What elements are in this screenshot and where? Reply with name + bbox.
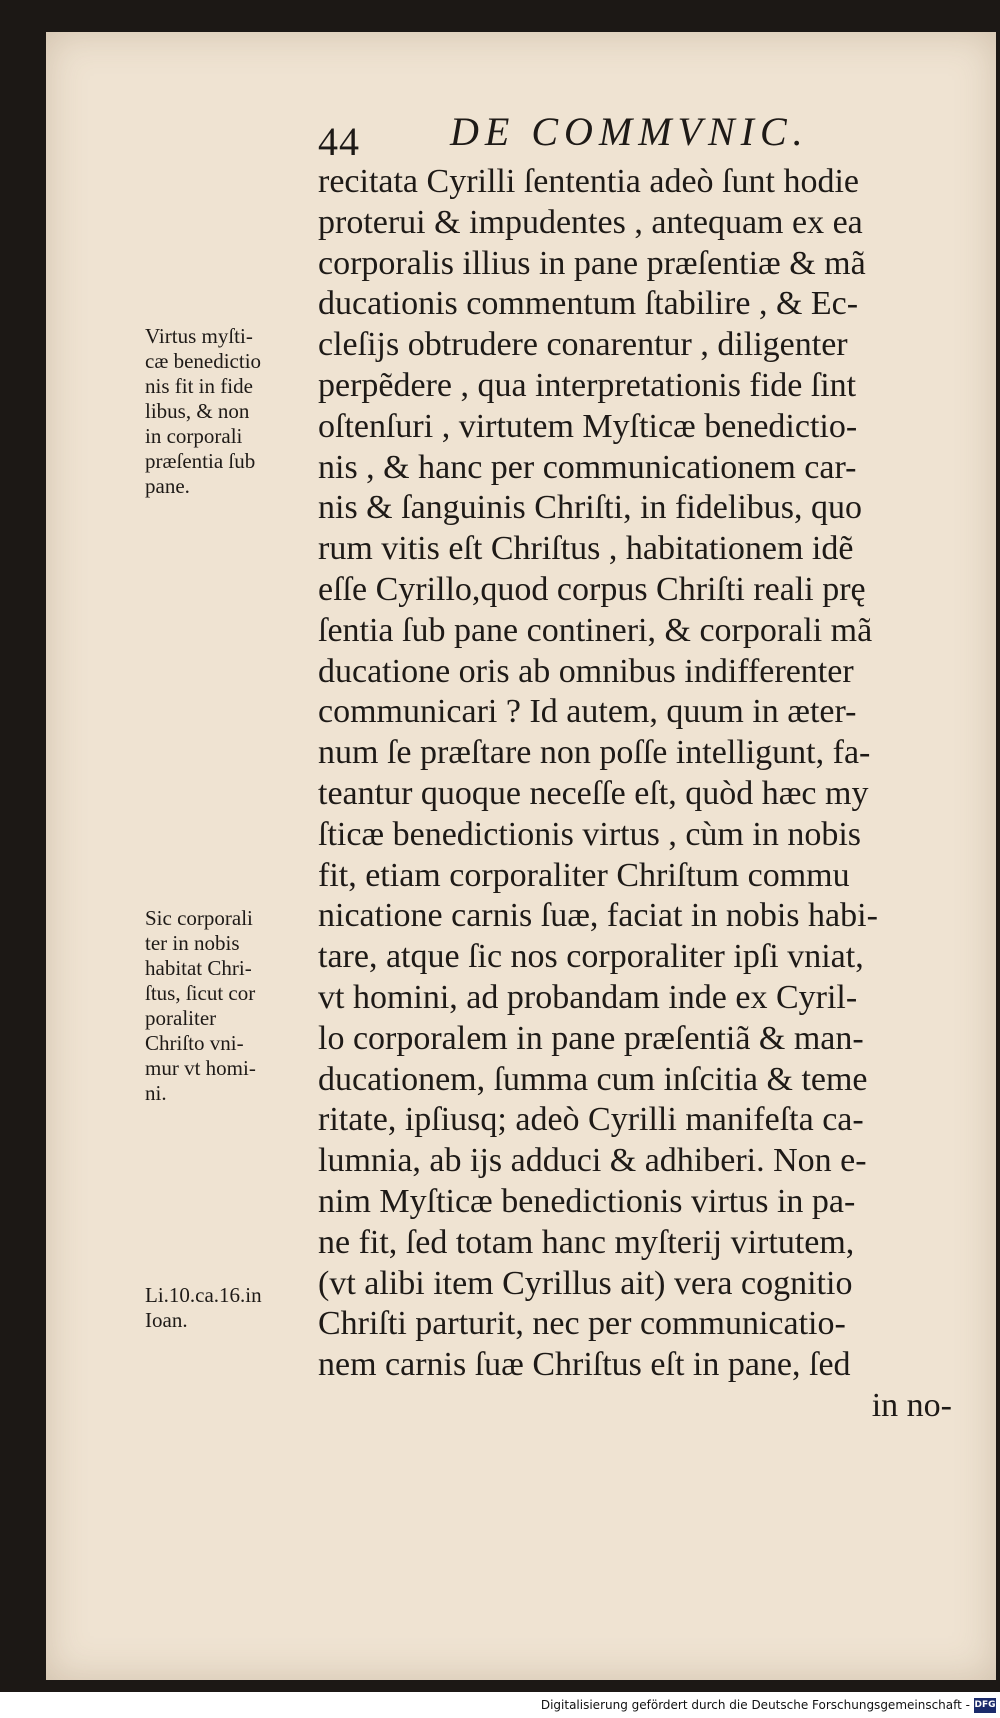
text-line: perpẽdere , qua interpretationis fide ſint (318, 366, 857, 404)
text-line: Chriſti parturit, nec per communicatio- (318, 1305, 846, 1343)
note-line: Chriſto vni- (145, 1031, 244, 1055)
note-line: libus, & non (145, 399, 250, 423)
note-line: habitat Chri- (145, 956, 252, 980)
text-line: ducationis commentum ſtabilire , & Ec- (318, 285, 859, 323)
dfg-logo: DFG (974, 1698, 996, 1713)
text-line: num ſe præſtare non poſſe intelligunt, fa- (318, 734, 871, 772)
text-line: (vt alibi item Cyrillus ait) vera cognitio (318, 1264, 853, 1302)
note-line: ter in nobis (145, 931, 240, 955)
note-line: præſentia ſub (145, 449, 256, 473)
catchword: in no- (871, 1386, 952, 1424)
text-line: tare, atque ſic nos corporaliter ipſi vniat, (318, 938, 864, 976)
text-line: nem carnis ſuæ Chriſtus eſt in pane, ſed (318, 1346, 851, 1384)
text-line: ducationem, ſumma cum inſcitia & teme (318, 1060, 868, 1098)
text-line: rum vitis eſt Chriſtus , habitationem idẽ (318, 530, 854, 568)
marginal-note-mystical-blessing (145, 324, 315, 499)
running-head (318, 108, 878, 168)
text-line: ne fit, ſed totam hanc myſterij virtutem, (318, 1223, 855, 1261)
main-text-block (318, 162, 958, 1427)
text-line: proterui & impudentes , antequam ex ea (318, 203, 863, 241)
text-line: nim Myſticæ benedictionis virtus in pa- (318, 1182, 856, 1220)
text-line: ſticæ benedictionis virtus , cùm in nobis (318, 815, 862, 853)
marginal-note-citation (145, 1283, 315, 1333)
text-line: ſentia ſub pane contineri, & corporali mã (318, 611, 873, 649)
text-line: cleſijs obtrudere conarentur , diligenter (318, 326, 848, 364)
note-line: in corporali (145, 424, 243, 448)
note-line: ni. (145, 1081, 167, 1105)
note-line: poraliter (145, 1006, 217, 1030)
note-line: nis fit in fide (145, 374, 253, 398)
note-line: Ioan. (145, 1308, 188, 1332)
text-line: oſtenſuri , virtutem Myſticæ benedictio- (318, 407, 858, 445)
text-line: nis & ſanguinis Chriſti, in fidelibus, quo (318, 489, 862, 527)
text-line: communicari ? Id autem, quum in æter- (318, 693, 857, 731)
note-line: Sic corporali (145, 906, 253, 930)
note-line: Li.10.ca.16.in (145, 1283, 262, 1307)
text-line: nicatione carnis ſuæ, faciat in nobis habi- (318, 897, 878, 935)
note-line: mur vt homi- (145, 1056, 256, 1080)
note-line: pane. (145, 474, 190, 498)
text-line: corporalis illius in pane præſentiæ & mã (318, 244, 866, 282)
text-line: recitata Cyrilli ſententia adeò ſunt hodie (318, 163, 859, 200)
note-line: cæ benedictio (145, 349, 262, 373)
digitization-footer (0, 1696, 1000, 1718)
text-line: fit, etiam corporaliter Chriſtum commu (318, 856, 850, 894)
text-line: ducatione oris ab omnibus indifferenter (318, 652, 854, 690)
text-line: eſſe Cyrillo,quod corpus Chriſti reali prę (318, 570, 866, 608)
footer-credit: Digitalisierung gefördert durch die Deutsche Forschungsgemeinschaft - (540, 1698, 970, 1712)
text-line: ritate, ipſiusq; adeò Cyrilli manifeſta ca- (318, 1101, 864, 1139)
text-line: vt homini, ad probandam inde ex Cyril- (318, 978, 858, 1016)
text-line: nis , & hanc per communicationem car- (318, 448, 857, 486)
note-line: ſtus, ſicut cor (145, 981, 256, 1005)
running-title: DE COMMVNIC. (450, 109, 809, 154)
text-line: lumnia, ab ijs adduci & adhiberi. Non e- (318, 1142, 867, 1180)
note-line: Virtus myſti- (145, 324, 253, 348)
page-number: 44 (318, 119, 360, 164)
text-line: lo corporalem in pane præſentiã & man- (318, 1019, 864, 1057)
text-line: teantur quoque neceſſe eſt, quòd hæc my (318, 774, 869, 812)
marginal-note-corporal-dwelling (145, 906, 315, 1106)
